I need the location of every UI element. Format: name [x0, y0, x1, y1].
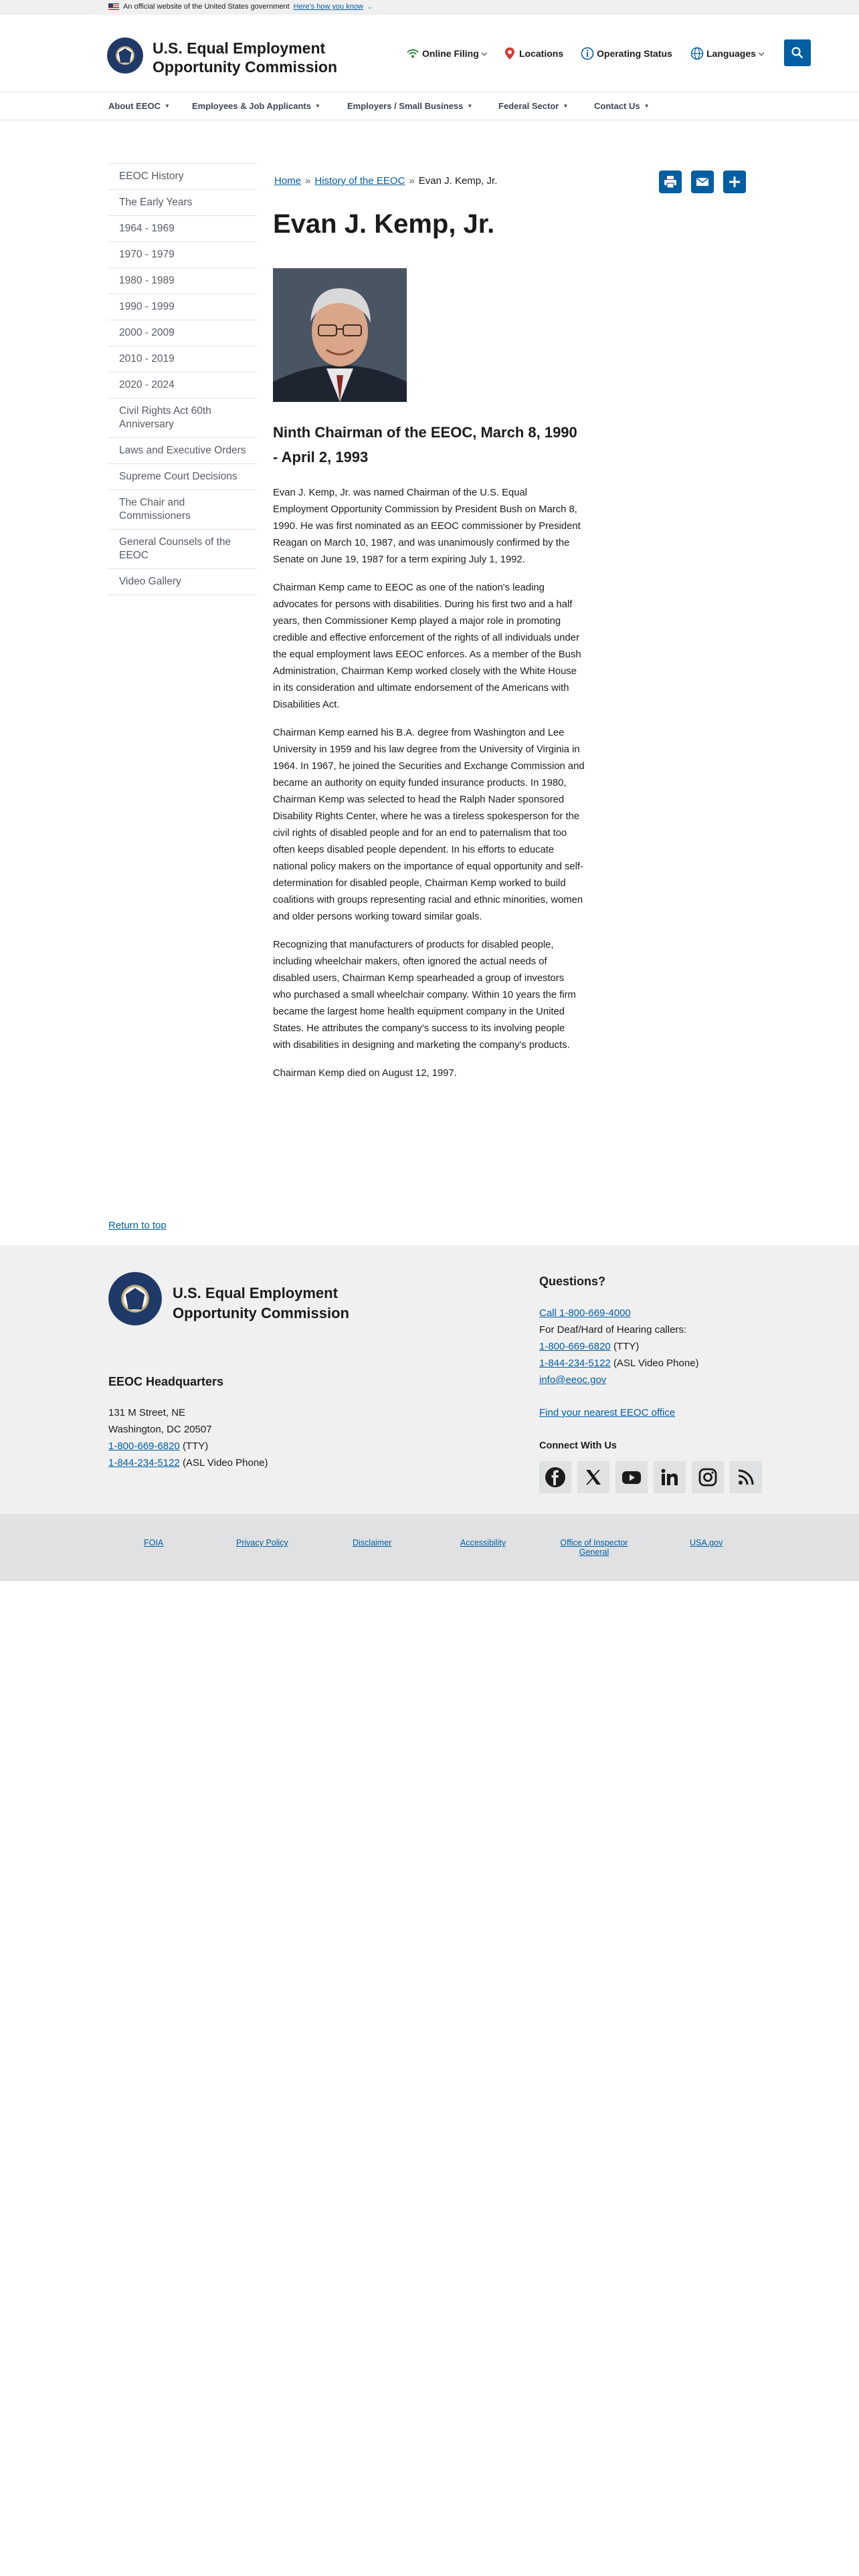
- nav-label: Contact Us: [594, 101, 640, 111]
- facebook-icon: [545, 1467, 566, 1488]
- paragraph: Evan J. Kemp, Jr. was named Chairman of the U.S. Equal Employment Opportunity Commission by President Bush on March 8, 1990. He was first nominated as an EEOC commissioner by President Reagan on March 10, 1987, and was unanimously confirmed by the Senate on June 19, 1987 for a term expiring July 1, 1992.: [273, 488, 581, 565]
- social-links: [539, 1461, 762, 1493]
- languages-link[interactable]: [690, 47, 764, 60]
- operating-status-label: Operating Status: [597, 48, 672, 59]
- gov-banner-text: An official website of the United States government: [123, 3, 290, 11]
- asl-label: (ASL Video Phone): [613, 1358, 699, 1369]
- search-button[interactable]: [784, 39, 811, 66]
- x-link[interactable]: [577, 1461, 609, 1493]
- us-flag-icon: [108, 3, 119, 11]
- nav-label: About EEOC: [108, 101, 161, 111]
- breadcrumb-separator: »: [409, 175, 415, 187]
- sidenav-item[interactable]: Supreme Court Decisions: [108, 463, 257, 490]
- questions-heading: Questions?: [539, 1275, 606, 1288]
- portrait-photo: [273, 268, 407, 402]
- breadcrumb-current: Evan J. Kemp, Jr.: [418, 175, 498, 187]
- sidenav-item[interactable]: 2020 - 2024: [108, 372, 257, 398]
- nav-employees-job-applicants[interactable]: [192, 101, 320, 111]
- sidenav-item[interactable]: 1980 - 1989: [108, 267, 257, 294]
- caret-down-icon: ▼: [644, 103, 650, 109]
- how-you-know-link[interactable]: Here's how you know: [293, 3, 363, 11]
- nav-contact-us[interactable]: [594, 101, 650, 111]
- hq-asl-link[interactable]: 1-844-234-5122: [108, 1457, 180, 1469]
- caret-down-icon: ▼: [467, 103, 473, 109]
- hq-asl-label: (ASL Video Phone): [182, 1457, 268, 1469]
- footer-links-bar: [0, 1514, 859, 1581]
- site-header: [0, 15, 859, 92]
- linkedin-link[interactable]: [654, 1461, 686, 1493]
- sidenav-item[interactable]: The Early Years: [108, 189, 257, 215]
- paragraph: Chairman Kemp died on August 12, 1997.: [273, 1068, 457, 1079]
- page-title: Evan J. Kemp, Jr.: [273, 209, 495, 239]
- deaf-callers-label: For Deaf/Hard of Hearing callers:: [539, 1324, 687, 1335]
- tty-link[interactable]: 1-800-669-6820: [539, 1341, 611, 1352]
- breadcrumb: [274, 175, 497, 187]
- sidenav-item[interactable]: 1990 - 1999: [108, 294, 257, 320]
- tty-label: (TTY): [613, 1341, 640, 1352]
- breadcrumb-home-link[interactable]: Home: [274, 175, 302, 187]
- wifi-icon: [406, 47, 419, 60]
- linkedin-icon: [659, 1467, 680, 1488]
- footer-link-foia[interactable]: FOIA: [144, 1538, 164, 1547]
- sidenav-item[interactable]: The Chair and Commissioners: [108, 490, 257, 529]
- hq-contact: [108, 1404, 268, 1471]
- footer-link-accessibility[interactable]: Accessibility: [460, 1538, 506, 1547]
- footer-link-usagov[interactable]: USA.gov: [690, 1538, 723, 1547]
- agency-name-line1: U.S. Equal Employment: [153, 39, 326, 57]
- sidenav-item[interactable]: Laws and Executive Orders: [108, 437, 257, 463]
- sidenav-item[interactable]: Video Gallery: [108, 568, 257, 595]
- footer-agency-line2: Opportunity Commission: [173, 1305, 349, 1321]
- x-icon: [583, 1467, 604, 1488]
- call-link[interactable]: Call 1-800-669-4000: [539, 1307, 631, 1319]
- email-share-button[interactable]: [691, 171, 714, 193]
- chevron-down-icon[interactable]: ⌄: [367, 3, 373, 10]
- chevron-down-icon: ⌵: [758, 49, 765, 58]
- sidenav-item[interactable]: 1964 - 1969: [108, 215, 257, 241]
- main-nav: [0, 92, 859, 120]
- locations-link[interactable]: [503, 47, 563, 60]
- search-icon: [791, 46, 804, 60]
- side-nav: [108, 163, 257, 595]
- agency-name[interactable]: [153, 39, 337, 76]
- online-filing-link[interactable]: [406, 47, 487, 60]
- paragraph: Chairman Kemp came to EEOC as one of the nation's leading advocates for persons with disabilities. During his first two and a half years, then Commissioner Kemp played a major role in promoting credible and effective enforcement of the rights of all individuals under the equal employment laws EEOC enforces. As a member of the Bush Administration, Chairman Kemp worked closely with the White House in its consideration and ultimate endorsement of the Americans with Disabilities Act.: [273, 582, 581, 710]
- questions-contact: [539, 1305, 699, 1388]
- breadcrumb-separator: »: [305, 175, 311, 187]
- email-icon: [695, 175, 710, 189]
- globe-icon: [690, 47, 704, 60]
- connect-heading: Connect With Us: [539, 1440, 617, 1451]
- locations-label: Locations: [519, 48, 564, 59]
- sidenav-item[interactable]: Civil Rights Act 60th Anniversary: [108, 398, 257, 437]
- asl-link[interactable]: 1-844-234-5122: [539, 1358, 611, 1369]
- return-to-top-link[interactable]: Return to top: [108, 1220, 167, 1231]
- info-icon: [581, 47, 594, 60]
- caret-down-icon: ▼: [314, 103, 320, 109]
- youtube-icon: [621, 1467, 642, 1488]
- sidenav-item[interactable]: EEOC History: [108, 163, 257, 189]
- hq-address-line: Washington, DC 20507: [108, 1424, 212, 1435]
- footer-link-privacy[interactable]: Privacy Policy: [236, 1538, 288, 1547]
- chevron-down-icon: ⌵: [481, 49, 488, 58]
- hq-tty-link[interactable]: 1-800-669-6820: [108, 1440, 180, 1452]
- paragraph: Recognizing that manufacturers of products for disabled people, including wheelchair makers, often ignored the actual needs of disabled users, Chairman Kemp spearheaded a group of investors who purchased a small wheelchair company. Within 10 years the firm became the largest home health equipment company in the United States. He attributes the company's success to its involving people with disabilities in designing and marketing the company's products.: [273, 940, 576, 1051]
- nav-label: Federal Sector: [498, 101, 559, 111]
- languages-label: Languages: [706, 48, 756, 59]
- page-subtitle: Ninth Chairman of the EEOC, March 8, 1990 - April 2, 1993: [273, 424, 577, 465]
- nav-federal-sector[interactable]: [498, 101, 568, 111]
- site-footer: [0, 1245, 859, 1514]
- footer-agency-name[interactable]: [173, 1283, 349, 1323]
- hq-address-line: 131 M Street, NE: [108, 1407, 186, 1418]
- sidenav-item[interactable]: General Counsels of the EEOC: [108, 529, 257, 568]
- online-filing-label: Online Filing: [422, 48, 479, 59]
- sidenav-item[interactable]: 2010 - 2019: [108, 346, 257, 372]
- map-pin-icon: [503, 47, 516, 60]
- eeoc-seal-logo[interactable]: [107, 37, 143, 74]
- print-icon: [663, 175, 678, 189]
- footer-link-inspector-general[interactable]: Office of Inspector General: [560, 1538, 628, 1557]
- operating-status-link[interactable]: [581, 47, 672, 60]
- breadcrumb-history-link[interactable]: History of the EEOC: [314, 175, 405, 187]
- caret-down-icon: ▼: [563, 103, 569, 109]
- sidenav-item[interactable]: 2000 - 2009: [108, 320, 257, 346]
- rss-link[interactable]: [730, 1461, 762, 1493]
- nav-label: Employers / Small Business: [347, 101, 464, 111]
- instagram-link[interactable]: [692, 1461, 724, 1493]
- footer-link-disclaimer[interactable]: Disclaimer: [353, 1538, 392, 1547]
- instagram-icon: [697, 1467, 719, 1488]
- hq-heading: EEOC Headquarters: [108, 1375, 224, 1388]
- share-plus-icon: [727, 175, 742, 189]
- article-body: [273, 485, 585, 1093]
- gov-banner: [0, 0, 859, 15]
- find-office-link[interactable]: Find your nearest EEOC office: [539, 1407, 676, 1418]
- eeoc-seal-logo[interactable]: [108, 1272, 162, 1325]
- facebook-link[interactable]: [539, 1461, 571, 1493]
- rss-icon: [735, 1467, 757, 1488]
- footer-agency-line1: U.S. Equal Employment: [173, 1285, 338, 1301]
- caret-down-icon: ▼: [165, 103, 170, 109]
- paragraph: Chairman Kemp earned his B.A. degree from Washington and Lee University in 1959 and his law degree from the University of Virginia in 1964. In 1967, he joined the Securities and Exchange Commission and became an authority on equity funded insurance products. In 1980, Chairman Kemp was selected to head the Ralph Nader sponsored Disability Rights Center, where he was a tireless spokesperson for the civil rights of disabled people and for an end to paternalism that too often keeps disabled people dependent. In his efforts to educate national policy makers on the importance of equal opportunity and self-determination for disabled people, Chairman Kemp worked to build coalitions with groups representing racial and ethnic minorities, women and older persons working toward similar goals.: [273, 728, 585, 922]
- share-more-button[interactable]: [723, 171, 746, 193]
- nav-about-eeoc[interactable]: [108, 101, 170, 111]
- nav-employers-small-business[interactable]: [347, 101, 472, 111]
- youtube-link[interactable]: [615, 1461, 648, 1493]
- nav-label: Employees & Job Applicants: [192, 101, 311, 111]
- print-button[interactable]: [659, 171, 682, 193]
- email-link[interactable]: info@eeoc.gov: [539, 1374, 607, 1386]
- sidenav-item[interactable]: 1970 - 1979: [108, 241, 257, 267]
- hq-tty-label: (TTY): [182, 1440, 209, 1452]
- agency-name-line2: Opportunity Commission: [153, 58, 337, 76]
